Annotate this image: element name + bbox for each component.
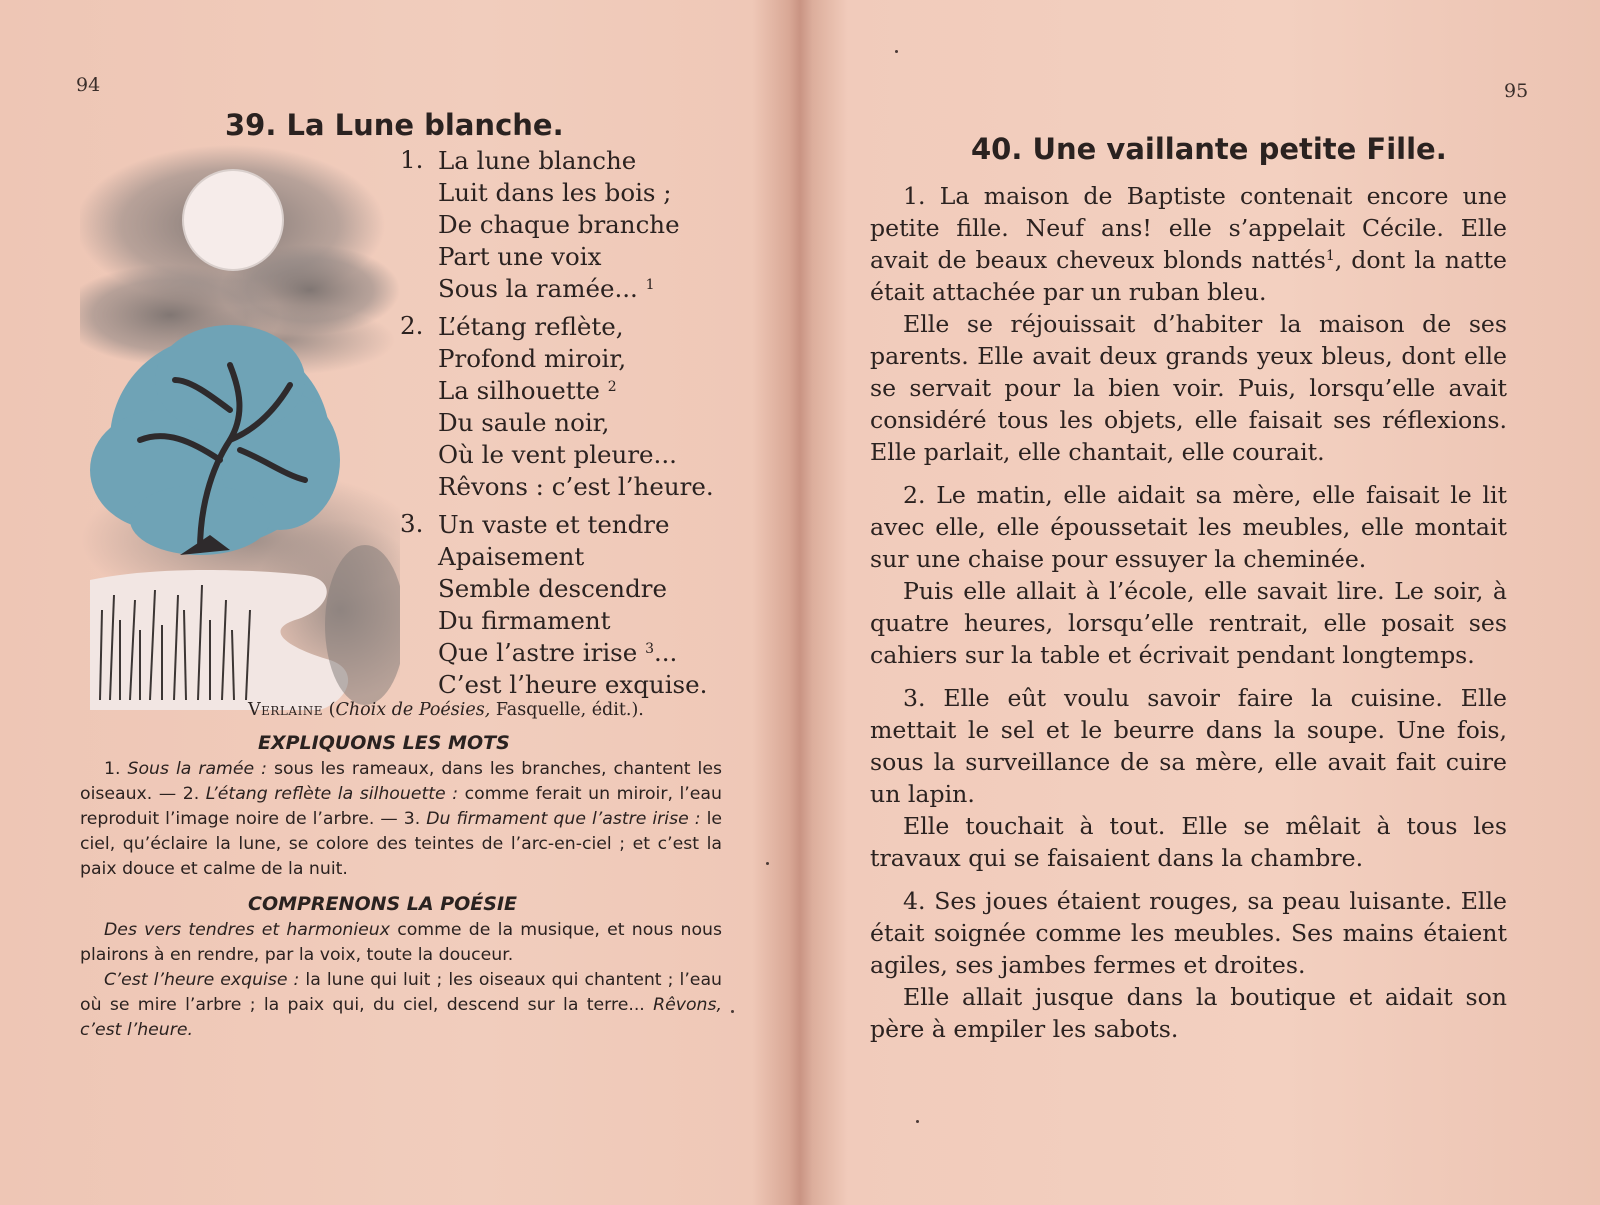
page-number-right: 95 xyxy=(1504,80,1529,102)
poem-line: Sous la ramée... $^1$ xyxy=(438,274,655,303)
work-title: Choix de Poésies, xyxy=(335,700,491,720)
poem-title: 39. La Lune blanche. xyxy=(225,108,564,142)
ink-speck xyxy=(895,50,898,53)
poem-line: La silhouette $^2$ xyxy=(438,376,617,405)
story-paragraph: Elle allait jusque dans la boutique et aidait son père à empiler les sabots. xyxy=(870,983,1507,1043)
publisher: Fasquelle, édit.). xyxy=(490,700,644,720)
poem-attribution: Verlaine (Choix de Poésies, Fasquelle, édit.). xyxy=(248,700,644,720)
stanza-number: 3. xyxy=(400,509,424,538)
comprenons-text: Des vers tendres et harmonieux comme de la musique, et nous nous plairons à en rendre, par la voix, toute la douceur. C’est l’heure exquise : la lune qui luit ; les oiseaux qui chantent ; l’eau où se mire l’arbre ; la paix qui, du ciel, descend sur la terre... Rêvons, c’est l’heure. xyxy=(80,920,722,1040)
poem-line: Du firmament xyxy=(438,606,611,635)
poem-line: Que l’astre irise $^3$... xyxy=(438,638,678,667)
stanza-number: 2. xyxy=(400,311,424,340)
story-paragraph: Puis elle allait à l’école, elle savait lire. Le soir, à quatre heures, lorsqu’elle rentrait, elle posait ses cahiers sur la table et écrivait pendant longtemps. xyxy=(870,577,1507,669)
poem-line: De chaque branche xyxy=(438,210,680,239)
story-paragraph: 3. Elle eût voulu savoir faire la cuisine. Elle mettait le sel et le beurre dans la soupe. Une fois, sous la surveillance de sa mère, elle avait fait cuire un lapin. xyxy=(870,684,1507,808)
story-paragraph: 4. Ses joues étaient rouges, sa peau luisante. Elle était soignée comme les meubles. Ses mains étaient agiles, ses jambes fermes et droites. xyxy=(870,887,1507,979)
page-number-left: 94 xyxy=(76,74,101,96)
poem-block xyxy=(400,145,780,707)
ink-speck xyxy=(916,1120,919,1123)
poem-line: Apaisement xyxy=(438,542,585,571)
moon-shape xyxy=(183,170,283,270)
footnote-marker: 1 xyxy=(1325,248,1335,264)
poem-line: Part une voix xyxy=(438,242,602,271)
poem-line: Profond miroir, xyxy=(438,344,627,373)
story-paragraph: 1. La maison de Baptiste contenait encore une petite fille. Neuf ans! elle s’appelait Cécile. Elle avait de beaux cheveux blonds nattés$^1$, dont la natte était attachée par un ruban bleu. xyxy=(870,182,1507,306)
story-paragraph: 2. Le matin, elle aidait sa mère, elle faisait le lit avec elle, elle époussetait les meubles, elle montait sur une chaise pour essuyer la cheminée. xyxy=(870,481,1507,573)
ink-speck xyxy=(731,1010,734,1013)
story-title: 40. Une vaillante petite Fille. xyxy=(971,132,1447,166)
story-paragraph: Elle touchait à tout. Elle se mêlait à tous les travaux qui se faisaient dans la chambre. xyxy=(870,812,1507,872)
moon-willow-illustration xyxy=(80,140,400,710)
poem-line: La lune blanche xyxy=(438,146,637,175)
poem-line: Luit dans les bois ; xyxy=(438,178,672,207)
expliquons-text: 1. Sous la ramée : sous les rameaux, dans les branches, chantent les oiseaux. — 2. L’étang reflète la silhouette : comme ferait un miroir, l’eau reproduit l’image noire de l’arbre. — 3. Du firmament que l’astre irise : le ciel, qu’éclaire la lune, se colore des teintes de l’arc-en-ciel ; et c’est la paix douce et calme de la nuit. xyxy=(80,759,723,879)
poem-stanza xyxy=(400,509,780,701)
story-text xyxy=(870,180,1507,1045)
right-page xyxy=(805,0,1600,1205)
poem-stanza xyxy=(400,311,780,503)
poem-line: Où le vent pleure... xyxy=(438,440,677,469)
footnote-marker: 3 xyxy=(645,641,654,657)
poem-line: Rêvons : c’est l’heure. xyxy=(438,472,714,501)
footnote-marker: 2 xyxy=(607,379,617,395)
stanza-number: 1. xyxy=(400,145,424,174)
author-name: Verlaine xyxy=(248,700,324,720)
story-paragraph: Elle se réjouissait d’habiter la maison de ses parents. Elle avait deux grands yeux bleus, dont elle se servait pour la bien voir. Puis, lorsqu’elle avait considéré tous les objets, elle faisait ses réflexions. Elle parlait, elle chantait, elle courait. xyxy=(870,310,1507,466)
poem-line: L’étang reflète, xyxy=(438,312,624,341)
comprenons-heading: COMPRENONS LA POÉSIE xyxy=(248,893,518,915)
poem-line: Semble descendre xyxy=(438,574,667,603)
ink-speck xyxy=(766,862,769,865)
poem-stanza xyxy=(400,145,780,305)
expliquons-heading: EXPLIQUONS LES MOTS xyxy=(258,732,510,754)
poem-line: Du saule noir, xyxy=(438,408,610,437)
poem-line: C’est l’heure exquise. xyxy=(438,670,708,699)
poem-line: Un vaste et tendre xyxy=(438,510,670,539)
footnote-marker: 1 xyxy=(645,277,655,293)
